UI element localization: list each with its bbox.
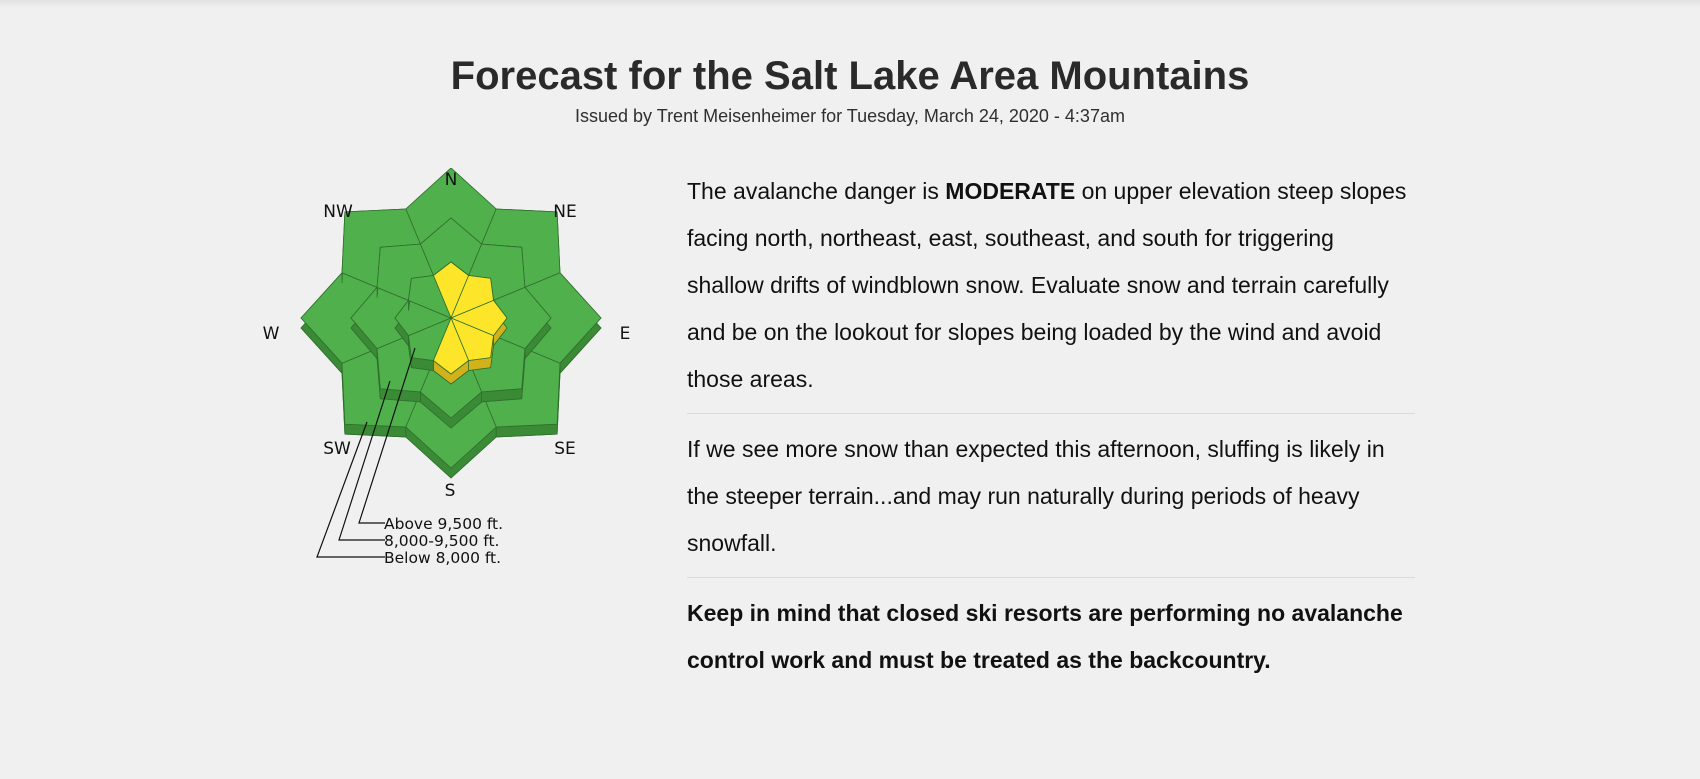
direction-e: E <box>619 324 631 344</box>
forecast-header <box>0 52 1700 127</box>
legend-above: Above 9,500 ft. <box>384 515 504 533</box>
p1-post: on upper elevation steep slopes facing north, northeast, east, southeast, and south for triggering shallow drifts of windblown snow. Evaluate snow and terrain carefully and be on the lookout for slopes being loaded by the wind and avoid those areas. <box>687 178 1407 392</box>
legend-mid: 8,000-9,500 ft. <box>384 532 500 550</box>
danger-level: MODERATE <box>945 178 1076 204</box>
direction-n: N <box>444 170 458 190</box>
danger-rose-graphic <box>255 168 635 568</box>
direction-sw: SW <box>323 439 351 459</box>
bottom-line-paragraph-1 <box>687 168 1415 403</box>
direction-se: SE <box>554 439 576 459</box>
bottom-line <box>687 168 1415 684</box>
issued-by-line: Issued by Trent Meisenheimer for Tuesday, March 24, 2020 - 4:37am <box>575 106 1125 126</box>
p1-pre: The avalanche danger is <box>687 178 946 204</box>
bottom-line-paragraph-3: Keep in mind that closed ski resorts are performing no avalanche control work and must be treated as the backcountry. <box>687 600 1403 673</box>
danger-rose <box>255 168 635 568</box>
direction-s: S <box>444 481 456 501</box>
direction-w: W <box>262 324 280 344</box>
direction-nw: NW <box>323 202 353 222</box>
top-shade <box>0 0 1700 8</box>
legend-below: Below 8,000 ft. <box>384 549 502 567</box>
divider <box>687 577 1415 578</box>
divider <box>687 413 1415 414</box>
direction-ne: NE <box>553 202 577 222</box>
page-title: Forecast for the Salt Lake Area Mountains <box>450 54 1250 98</box>
bottom-line-paragraph-2: If we see more snow than expected this afternoon, sluffing is likely in the steeper terrain...and may run naturally during periods of heavy snowfall. <box>687 436 1385 556</box>
